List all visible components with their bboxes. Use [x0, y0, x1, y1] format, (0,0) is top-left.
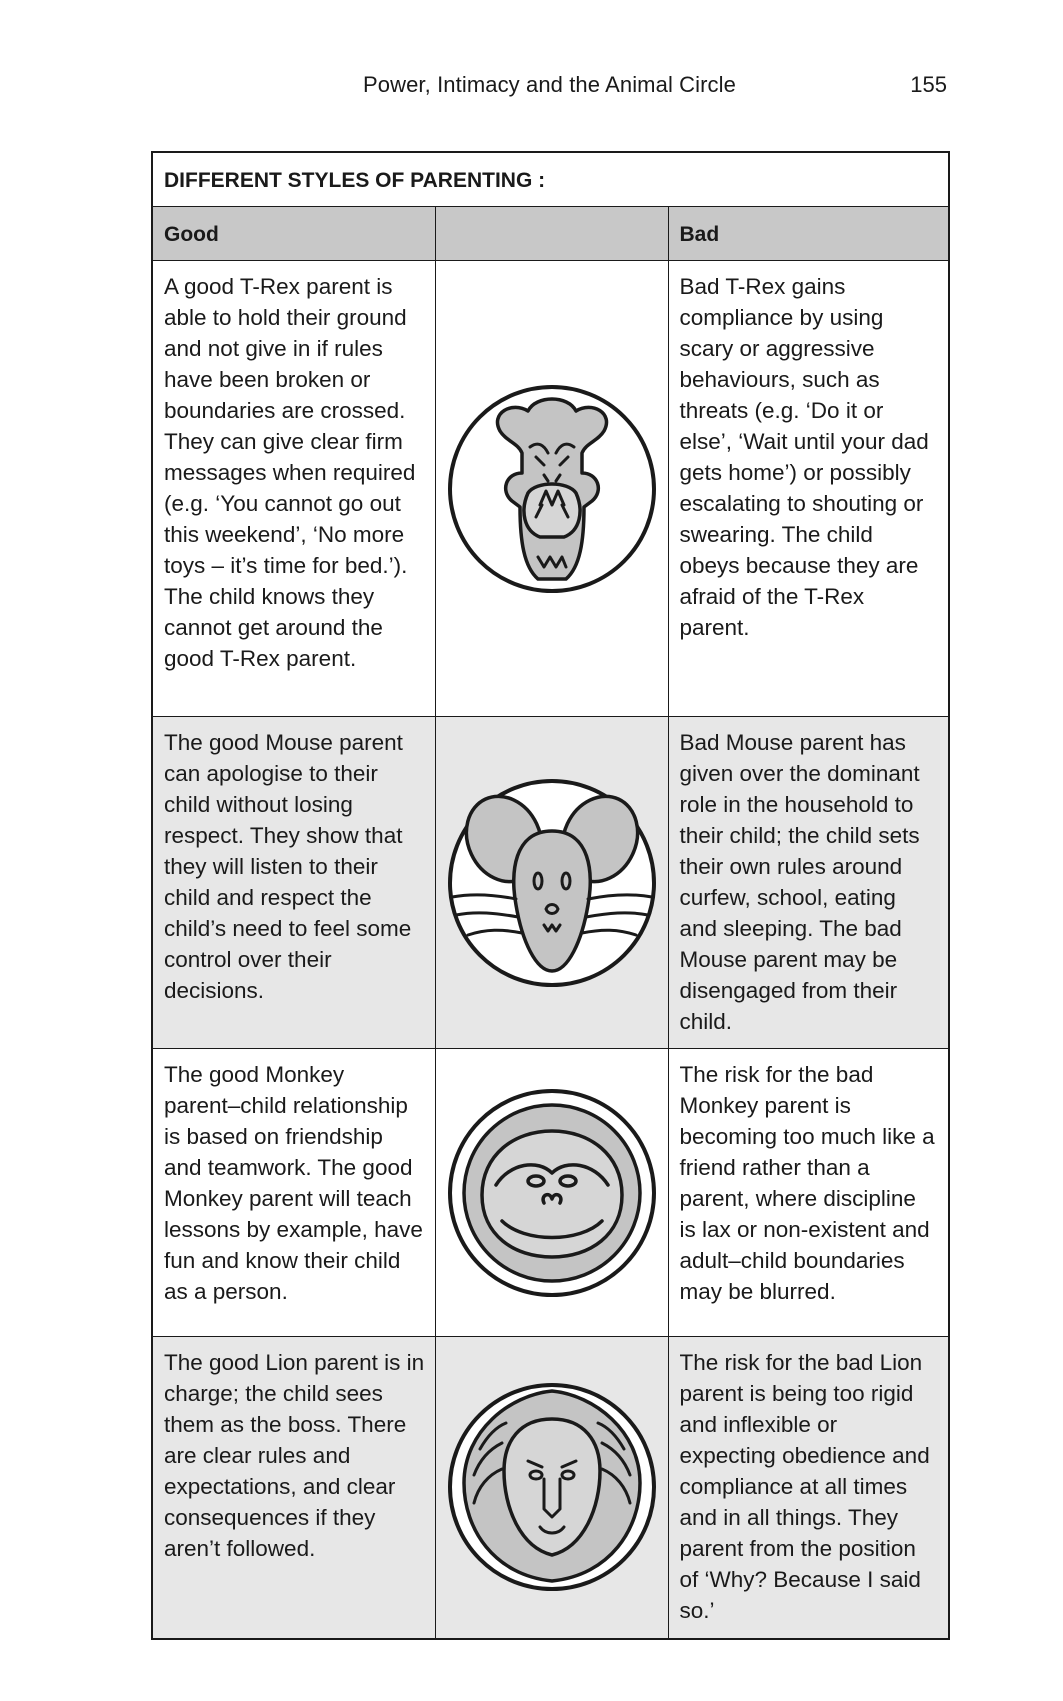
mouse-icon	[444, 775, 660, 991]
table-row-monkey	[152, 1049, 949, 1337]
bad-monkey-text: The risk for the bad Monkey parent is becoming too much like a friend rather than a parent, where discipline is lax or non-existent and adult–child boundaries may be blurred.	[668, 1049, 949, 1337]
table-row-lion	[152, 1337, 949, 1639]
table-row-mouse	[152, 717, 949, 1049]
mouse-icon-cell	[435, 717, 668, 1049]
monkey-icon	[444, 1085, 660, 1301]
table-title-row	[152, 152, 949, 207]
running-head	[0, 72, 1063, 112]
good-lion-text: The good Lion parent is in charge; the child sees them as the boss. There are clear rules and expectations, and clear consequences if they aren’t followed.	[152, 1337, 435, 1639]
good-monkey-text: The good Monkey parent–child relationship is based on friendship and teamwork. The good Monkey parent will teach lessons by example, have fun and know their child as a person.	[152, 1049, 435, 1337]
lion-icon	[444, 1379, 660, 1595]
header-good: Good	[152, 207, 435, 261]
lion-icon-cell	[435, 1337, 668, 1639]
bad-mouse-text: Bad Mouse parent has given over the dominant role in the household to their child; the child sets their own rules around curfew, school, eating and sleeping. The bad Mouse parent may be disengaged from their child.	[668, 717, 949, 1049]
t-rex-icon	[444, 381, 660, 597]
header-middle	[435, 207, 668, 261]
t-rex-icon-cell	[435, 261, 668, 717]
good-t-rex-text: A good T-Rex parent is able to hold their ground and not give in if rules have been broken or boundaries are crossed. They can give clear firm messages when required (e.g. ‘You cannot go out this weekend’, ‘No more toys – it’s time for bed.’). The child knows they cannot get around the good T-Rex parent.	[152, 261, 435, 717]
parenting-styles-table	[151, 151, 950, 1640]
good-mouse-text: The good Mouse parent can apologise to their child without losing respect. They show that they will listen to their child and respect the child’s need to feel some control over their decisions.	[152, 717, 435, 1049]
bad-t-rex-text: Bad T-Rex gains compliance by using scary or aggressive behaviours, such as threats (e.g. ‘Do it or else’, ‘Wait until your dad gets home’) or possibly escalating to shouting or swearing. The child obeys because they are afraid of the T-Rex parent.	[668, 261, 949, 717]
table-title: DIFFERENT STYLES OF PARENTING :	[152, 152, 949, 207]
page-number: 155	[910, 72, 947, 97]
running-title: Power, Intimacy and the Animal Circle	[363, 72, 736, 97]
header-bad: Bad	[668, 207, 949, 261]
table-row-t-rex	[152, 261, 949, 717]
monkey-icon-cell	[435, 1049, 668, 1337]
bad-lion-text: The risk for the bad Lion parent is being too rigid and inflexible or expecting obedience and compliance at all times and in all things. They parent from the position of ‘Why? Because I said so.’	[668, 1337, 949, 1639]
table-header-row	[152, 207, 949, 261]
